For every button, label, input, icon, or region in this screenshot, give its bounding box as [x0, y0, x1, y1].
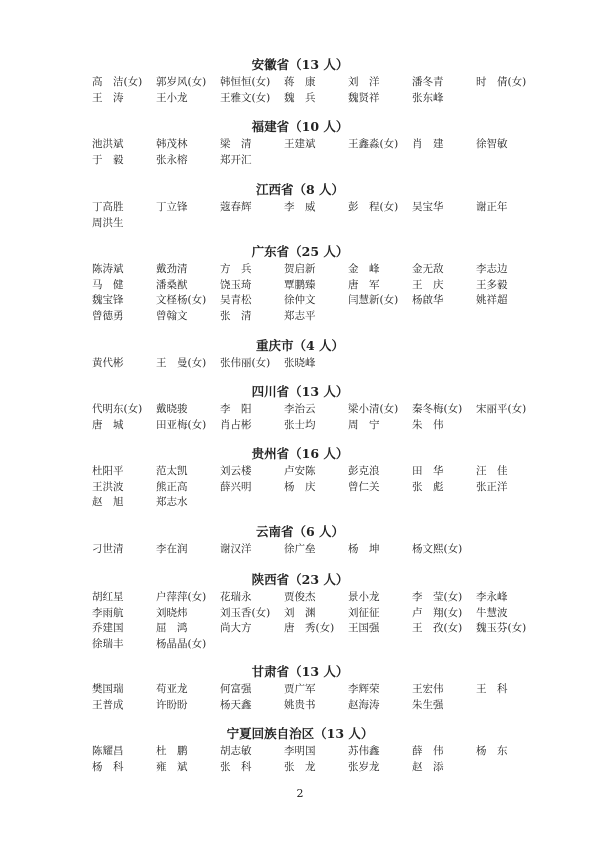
person-name: 赵海涛: [348, 698, 380, 711]
person-name: 蒋 康: [284, 76, 316, 88]
name-row: [0, 200, 600, 216]
person-name: 马 健: [92, 278, 124, 291]
person-name: 魏 兵: [284, 91, 316, 104]
name-row: [0, 216, 600, 232]
section-title: 重庆市（4 人）: [255, 338, 345, 353]
person-name: 何富强: [220, 683, 252, 695]
person-name: 曾翰文: [156, 309, 188, 322]
section-title: 安徽省（13 人）: [251, 57, 349, 72]
person-name: 宋丽平(女): [476, 403, 527, 415]
name-row: [0, 542, 600, 558]
section-title: 宁夏回族自治区（13 人）: [226, 726, 374, 741]
page-number: 2: [296, 787, 304, 800]
person-name: 池洪斌: [92, 138, 124, 150]
person-name: 王 涛: [92, 91, 124, 104]
person-name: 周洪生: [92, 216, 124, 229]
name-row: [0, 464, 600, 480]
person-name: 张 彪: [412, 480, 444, 493]
province-section: [0, 726, 600, 775]
person-name: 曾仁关: [348, 480, 380, 493]
person-name: 时 倩(女): [476, 76, 527, 88]
province-section: [0, 446, 600, 511]
person-name: 杨 庆: [284, 480, 316, 493]
person-name: 汪 佳: [476, 465, 508, 477]
person-name: 唐 军: [348, 278, 380, 291]
person-name: 吴青松: [220, 294, 252, 306]
person-name: 许盼盼: [156, 698, 188, 711]
person-name: 姚祥超: [476, 294, 508, 306]
person-name: 贾广军: [284, 683, 316, 695]
province-section: [0, 244, 600, 324]
person-name: 秦冬梅(女): [412, 403, 463, 415]
person-name: 唐 城: [92, 418, 124, 431]
person-name: 姚贵书: [284, 698, 316, 711]
person-name: 郑开汇: [220, 153, 252, 166]
person-name: 李雨航: [92, 606, 124, 619]
person-name: 张 龙: [284, 760, 316, 773]
person-name: 刘云楼: [220, 465, 252, 477]
person-name: 胡志敏: [220, 745, 252, 757]
name-row: [0, 606, 600, 622]
person-name: 杨天鑫: [220, 698, 252, 711]
person-name: 王宏伟: [412, 683, 444, 695]
person-name: 谢正年: [476, 201, 508, 213]
person-name: 于 毅: [92, 153, 124, 166]
name-row: [0, 75, 600, 91]
person-name: 戴劲清: [156, 263, 188, 275]
person-name: 蔻春辉: [220, 201, 252, 213]
person-name: 户萍萍(女): [156, 591, 207, 603]
section-title: 甘肃省（13 人）: [251, 664, 349, 679]
section-title: 四川省（13 人）: [251, 384, 349, 399]
name-row: [0, 637, 600, 653]
name-row: [0, 137, 600, 153]
person-name: 潘冬青: [412, 76, 444, 88]
person-name: 刘玉香(女): [220, 606, 271, 619]
person-name: 丁立锋: [156, 201, 188, 213]
person-name: 徐瑞丰: [92, 637, 124, 650]
person-name: 田亚梅(女): [156, 418, 207, 431]
person-name: 杜 鹏: [156, 745, 188, 757]
person-name: 苟亚龙: [156, 683, 188, 695]
person-name: 乔建国: [92, 622, 124, 634]
name-row: [0, 590, 600, 606]
person-name: 卢安陈: [284, 465, 316, 477]
person-name: 徐仲文: [284, 294, 316, 306]
name-row: [0, 153, 600, 169]
name-row: [0, 495, 600, 511]
person-name: 梁小清(女): [348, 403, 399, 415]
person-name: 徐智敏: [476, 138, 508, 150]
person-name: 曾德勇: [92, 309, 124, 322]
person-name: 李治云: [284, 403, 316, 415]
person-name: 彭克浪: [348, 465, 380, 477]
person-name: 魏玉芬(女): [476, 622, 527, 634]
name-row: [0, 760, 600, 776]
person-name: 杜阳平: [92, 465, 124, 477]
person-name: 高 洁(女): [92, 76, 143, 88]
person-name: 杨晶晶(女): [156, 637, 207, 650]
name-row: [0, 278, 600, 294]
person-name: 王 庆: [412, 278, 444, 291]
person-name: 方 兵: [220, 263, 252, 275]
person-name: 张 清: [220, 309, 252, 322]
person-name: 王小龙: [156, 91, 188, 104]
person-name: 刘征征: [348, 606, 380, 619]
person-name: 王洪波: [92, 480, 124, 493]
person-name: 薛 伟: [412, 745, 444, 757]
person-name: 王建斌: [284, 138, 316, 150]
person-name: 杨文熙(女): [412, 543, 463, 555]
name-row: [0, 682, 600, 698]
person-name: 杨 东: [476, 745, 508, 757]
person-name: 王雅文(女): [220, 91, 271, 104]
name-row: [0, 91, 600, 107]
name-row: [0, 418, 600, 434]
person-name: 彭 程(女): [348, 201, 399, 213]
person-name: 郭岁风(女): [156, 76, 207, 88]
person-name: 李志边: [476, 263, 508, 275]
province-section: [0, 57, 600, 106]
person-name: 金 峰: [348, 263, 380, 275]
province-section: [0, 664, 600, 713]
person-name: 郑志平: [284, 309, 316, 322]
person-name: 张永榕: [156, 153, 188, 166]
person-name: 周 宁: [348, 418, 380, 431]
person-name: 赵 添: [412, 760, 444, 773]
person-name: 梁 清: [220, 138, 252, 150]
section-title: 陕西省（23 人）: [251, 572, 349, 587]
person-name: 薛兴明: [220, 480, 252, 493]
section-title: 广东省（25 人）: [251, 244, 349, 259]
person-name: 王 曼(女): [156, 357, 207, 369]
person-name: 李明国: [284, 745, 316, 757]
person-name: 饶玉琦: [220, 278, 252, 291]
person-name: 王普成: [92, 698, 124, 711]
person-name: 景小龙: [348, 591, 380, 603]
section-title: 贵州省（16 人）: [251, 446, 349, 461]
person-name: 王国强: [348, 622, 380, 634]
section-title: 江西省（8 人）: [255, 182, 345, 197]
person-name: 朱 伟: [412, 418, 444, 431]
person-name: 花瑞永: [220, 591, 252, 603]
person-name: 李永峰: [476, 591, 508, 603]
person-name: 魏宝锋: [92, 294, 124, 306]
person-name: 杨 坤: [348, 543, 380, 555]
province-section: [0, 182, 600, 231]
person-name: 代明东(女): [92, 403, 143, 415]
province-section: [0, 384, 600, 433]
person-name: 郑志水: [156, 496, 188, 508]
person-name: 李辉荣: [348, 683, 380, 695]
name-row: [0, 621, 600, 637]
person-name: 尚大方: [220, 622, 252, 634]
person-name: 赵 旭: [92, 496, 124, 508]
person-name: 张士均: [284, 418, 316, 431]
province-section: [0, 572, 600, 652]
person-name: 雍 斌: [156, 760, 188, 773]
person-name: 李 阳: [220, 403, 252, 415]
person-name: 刘晓炜: [156, 606, 188, 619]
name-row: [0, 356, 600, 372]
person-name: 覃鹏臻: [284, 278, 316, 291]
person-name: 吴宝华: [412, 201, 444, 213]
person-name: 潘桑猷: [156, 278, 188, 291]
person-name: 王 科: [476, 683, 508, 695]
person-name: 闫慧新(女): [348, 294, 399, 306]
person-name: 刘 洋: [348, 76, 380, 88]
person-name: 金无敌: [412, 263, 444, 275]
person-name: 屈 鸿: [156, 622, 188, 634]
person-name: 张东峰: [412, 91, 444, 104]
section-title: 福建省（10 人）: [251, 119, 349, 134]
person-name: 张伟丽(女): [220, 357, 271, 369]
province-section: [0, 524, 600, 558]
province-section: [0, 338, 600, 372]
name-row: [0, 698, 600, 714]
person-name: 黄代彬: [92, 357, 124, 369]
person-name: 陈耀昌: [92, 745, 124, 757]
person-name: 范太凯: [156, 465, 188, 477]
person-name: 朱生强: [412, 698, 444, 711]
person-name: 魏贤祥: [348, 91, 380, 104]
person-name: 田 华: [412, 465, 444, 477]
name-row: [0, 480, 600, 496]
name-row: [0, 402, 600, 418]
section-title: 云南省（6 人）: [255, 524, 345, 539]
person-name: 李在润: [156, 543, 188, 555]
person-name: 刘 渊: [284, 606, 316, 619]
person-name: 李 威: [284, 201, 316, 213]
person-name: 张正洋: [476, 480, 508, 493]
person-name: 丁高胜: [92, 201, 124, 213]
person-name: 牛慧波: [476, 606, 508, 619]
person-name: 肖 建: [412, 138, 444, 150]
person-name: 熊正高: [156, 480, 188, 493]
person-name: 张 科: [220, 760, 252, 773]
name-row: [0, 744, 600, 760]
person-name: 杨 科: [92, 760, 124, 773]
person-name: 戴晓骏: [156, 403, 188, 415]
person-name: 韩茂林: [156, 138, 188, 150]
person-name: 苏伟鑫: [348, 745, 380, 757]
person-name: 张岁龙: [348, 760, 380, 773]
person-name: 贾俊杰: [284, 591, 316, 603]
person-name: 王 孜(女): [412, 622, 463, 634]
person-name: 卢 翔(女): [412, 606, 463, 619]
person-name: 谢汉洋: [220, 543, 252, 555]
person-name: 王鑫淼(女): [348, 138, 399, 150]
person-name: 樊国瑞: [92, 683, 124, 695]
name-row: [0, 309, 600, 325]
person-name: 肖占彬: [220, 418, 252, 431]
person-name: 陈涛斌: [92, 263, 124, 275]
province-section: [0, 119, 600, 168]
person-name: 文柽杨(女): [156, 294, 207, 306]
name-row: [0, 293, 600, 309]
person-name: 杨啟华: [412, 294, 444, 306]
person-name: 贺启新: [284, 263, 316, 275]
person-name: 胡红星: [92, 591, 124, 603]
person-name: 张晓峰: [284, 357, 316, 369]
person-name: 唐 秀(女): [284, 622, 335, 634]
person-name: 徐广垒: [284, 543, 316, 555]
person-name: 刁世清: [92, 543, 124, 555]
person-name: 王多毅: [476, 278, 508, 291]
person-name: 韩恒恒(女): [220, 76, 271, 88]
name-row: [0, 262, 600, 278]
person-name: 李 莹(女): [412, 591, 463, 603]
